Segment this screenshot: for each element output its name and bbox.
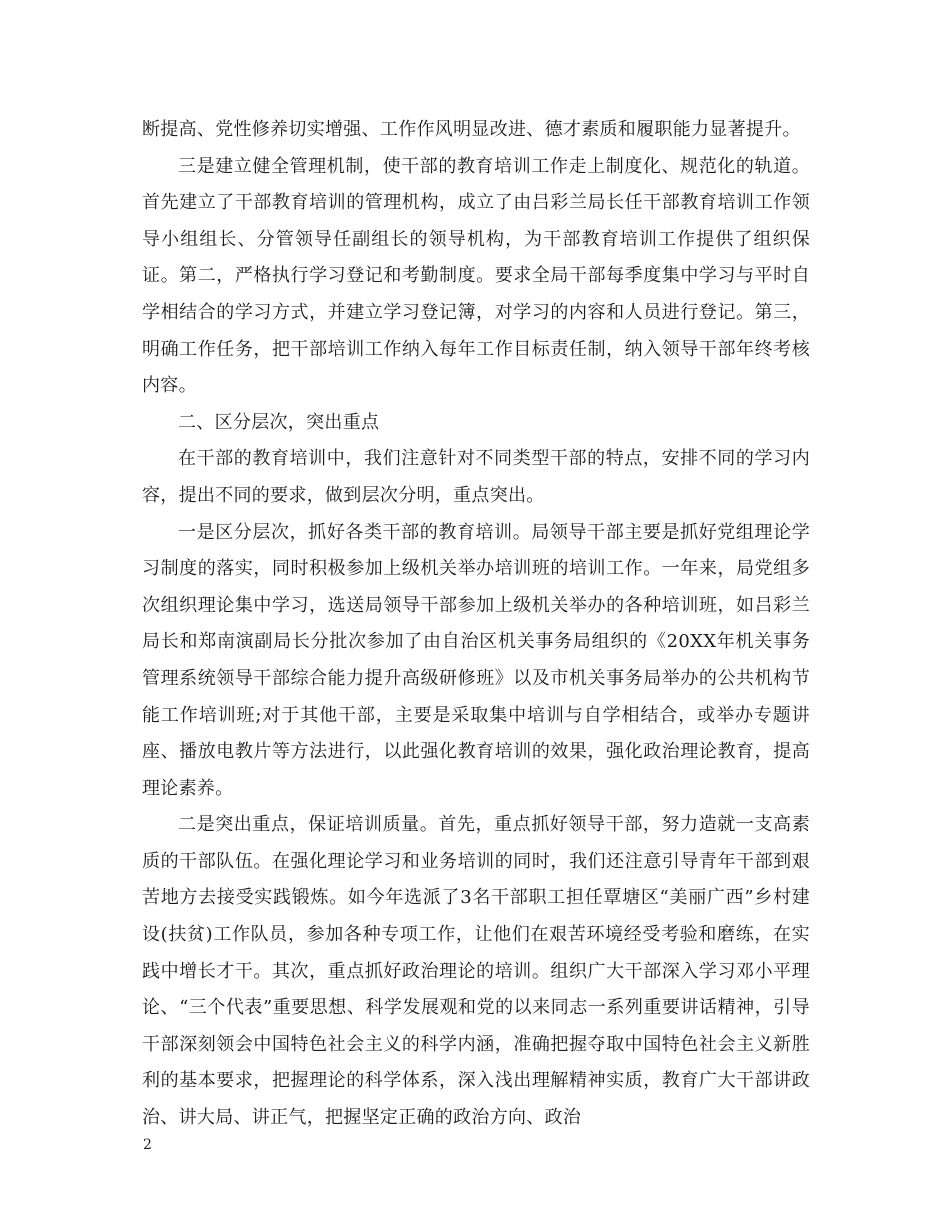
document-body	[142, 112, 810, 1137]
page-number: 2	[143, 1137, 152, 1153]
paragraph-continuation: 断提高、党性修养切实增强、工作作风明显改进、德才素质和履职能力显著提升。	[142, 119, 801, 140]
paragraph-section-intro: 在干部的教育培训中，我们注意针对不同类型干部的特点，安排不同的学习内容，提出不同的要求，做到层次分明，重点突出。	[142, 448, 810, 506]
paragraph-management-mechanism: 三是建立健全管理机制，使干部的教育培训工作走上制度化、规范化的轨道。首先建立了干部教育培训的管理机构，成立了由吕彩兰局长任干部教育培训工作领导小组组长、分管领导任副组长的领导机构，为干部教育培训工作提供了组织保证。第二，严格执行学习登记和考勤制度。要求全局干部每季度集中学习与平时自学相结合的学习方式，并建立学习登记簿，对学习的内容和人员进行登记。第三，明确工作任务，把干部培训工作纳入每年工作目标责任制，纳入领导干部年终考核内容。	[142, 155, 810, 397]
paragraph-focus-quality: 二是突出重点，保证培训质量。首先，重点抓好领导干部，努力造就一支高素质的干部队伍。在强化理论学习和业务培训的同时，我们还注意引导青年干部到艰苦地方去接受实践锻炼。如今年选派了3名干部职工担任覃塘区“美丽广西”乡村建设(扶贫)工作队员，参加各种专项工作，让他们在艰苦环境经受考验和磨练，在实践中增长才干。其次，重点抓好政治理论的培训。组织广大干部深入学习邓小平理论、“三个代表”重要思想、科学发展观和党的以来同志一系列重要讲话精神，引导干部深刻领会中国特色社会主义的科学内涵，准确把握夺取中国特色社会主义新胜利的基本要求，把握理论的科学体系，深入浅出理解精神实质，教育广大干部讲政治、讲大局、讲正气，把握坚定正确的政治方向、政治	[142, 814, 810, 1129]
paragraph-levels-training: 一是区分层次，抓好各类干部的教育培训。局领导干部主要是抓好党组理论学习制度的落实，同时积极参加上级机关举办培训班的培训工作。一年来，局党组多次组织理论集中学习，选送局领导干部参加上级机关举办的各种培训班，如吕彩兰局长和郑南演副局长分批次参加了由自治区机关事务局组织的《20XX年机关事务管理系统领导干部综合能力提升高级研修班》以及市机关事务局举办的公共机构节能工作培训班;对于其他干部，主要是采取集中培训与自学相结合，或举办专题讲座、播放电教片等方法进行，以此强化教育培训的效果，强化政治理论教育，提高理论素养。	[142, 521, 810, 799]
section-heading: 二、区分层次，突出重点	[178, 411, 380, 433]
